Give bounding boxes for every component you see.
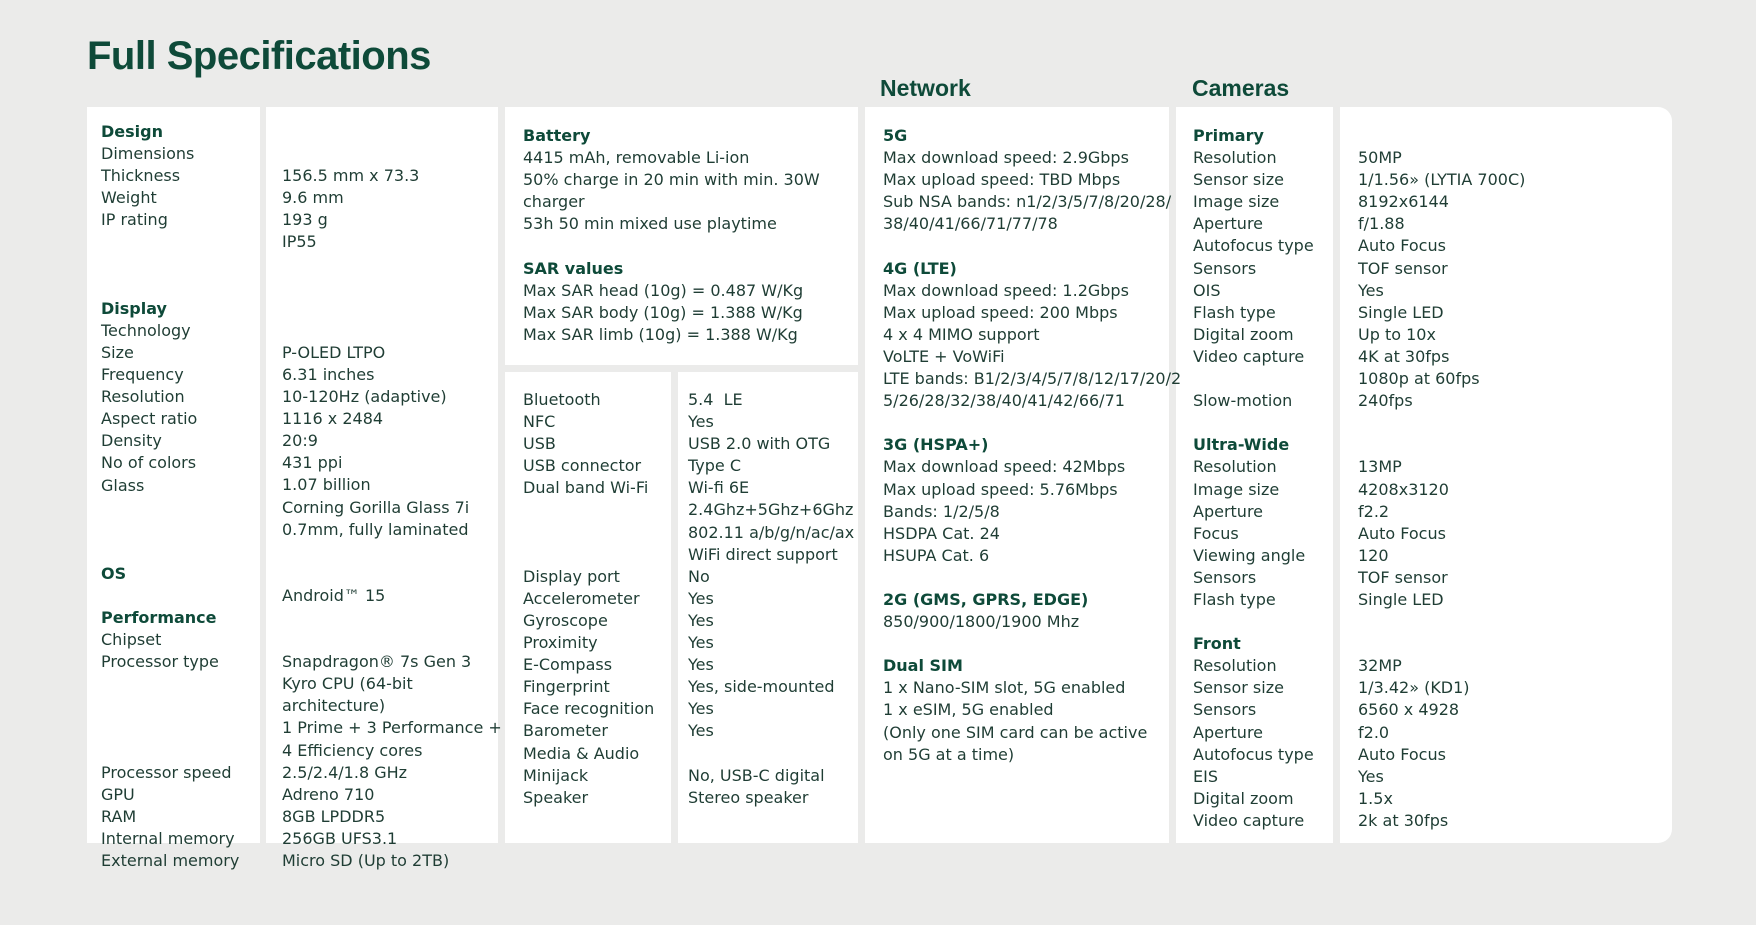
spec-line: Aspect ratio [101,409,198,429]
spec-line: Sensors [1193,567,1257,587]
connectivity-values [688,389,854,809]
spacer [523,499,654,521]
spacer [282,298,502,320]
spec-line: charger [523,192,585,212]
spec-line: f/1.88 [1358,214,1405,234]
spec-line: Dual band Wi-Fi [523,478,649,498]
spacer [1358,434,1525,456]
spec-line: Yes [1358,280,1384,300]
spec-line: Density [101,431,162,451]
spacer [688,743,854,765]
spacer [101,231,239,253]
spec-line: Processor type [101,652,219,672]
spec-group-heading: 5G [883,126,908,145]
spec-line: Slow-motion [1193,391,1293,411]
spec-line: Processor speed [101,762,232,782]
spec-line: 2.5/2.4/1.8 GHz [282,762,408,782]
spec-line: 1116 x 2484 [282,409,384,429]
spec-line: 1 x Nano-SIM slot, 5G enabled [883,678,1126,698]
spec-line: 50% charge in 20 min with min. 30W [523,170,820,190]
spec-line: Resolution [1193,457,1277,477]
spacer [282,143,502,165]
spacer [282,629,502,651]
spec-line: Yes [688,610,714,630]
design-display-values [282,143,502,872]
spec-line: No of colors [101,453,197,473]
spec-line: Sub NSA bands: n1/2/3/5/7/8/20/28/ [883,192,1172,212]
spec-line: Dimensions [101,144,195,164]
spec-line: USB connector [523,456,642,476]
spec-line: 13MP [1358,457,1402,477]
spacer [101,497,239,519]
spec-group-heading: Battery [523,126,591,145]
spec-line: f2.0 [1358,722,1390,742]
spec-group-heading: 4G (LTE) [883,258,957,278]
spec-line: 240fps [1358,391,1413,411]
spec-line: Max upload speed: 200 Mbps [883,302,1118,322]
spacer [883,412,1181,434]
spec-line: E-Compass [523,655,613,675]
spacer [101,718,239,740]
spacer [1193,611,1314,633]
spec-line: Yes [1358,766,1384,786]
spec-line: Video capture [1193,346,1305,366]
spec-line: Resolution [1193,148,1277,168]
spec-line: GPU [101,784,135,804]
spec-line: Speaker [523,787,589,807]
spec-line: Flash type [1193,589,1276,609]
spec-line: 6560 x 4928 [1358,700,1460,720]
spec-line: Viewing angle [1193,545,1306,565]
spacer [282,607,502,629]
spacer [883,567,1181,589]
spec-group-heading: Design [101,122,163,141]
spec-line: Up to 10x [1358,324,1436,344]
spec-line: Media & Audio [523,743,640,763]
cameras-heading: Cameras [1192,75,1290,101]
spacer [1193,368,1314,390]
spacer [101,519,239,541]
spacer [282,253,502,275]
spec-line: Barometer [523,721,608,741]
spacer [523,544,654,566]
spec-line: WiFi direct support [688,544,838,564]
spec-group-heading: 3G (HSPA+) [883,435,989,455]
spec-line: Chipset [101,630,162,650]
spec-line: Yes [688,699,714,719]
spec-line: USB 2.0 with OTG [688,434,831,454]
spec-line: Fingerprint [523,677,610,697]
spec-line: Max SAR body (10g) = 1.388 W/Kg [523,302,803,322]
spec-line: Weight [101,188,157,208]
spec-line: Single LED [1358,302,1444,322]
spec-line: Auto Focus [1358,523,1446,543]
spec-line: Sensor size [1193,170,1284,190]
spec-line: 5/26/28/32/38/40/41/42/66/71 [883,391,1125,411]
spec-line: HSUPA Cat. 6 [883,545,990,565]
spec-line: P-OLED LTPO [282,342,386,362]
battery-sar-list [523,125,820,346]
spec-line: 10-120Hz (adaptive) [282,387,447,407]
spec-line: 802.11 a/b/g/n/ac/ax [688,522,855,542]
spec-line: Yes [688,633,714,653]
spec-group-heading: OS [101,563,127,583]
spec-line: Single LED [1358,589,1444,609]
spec-line: Yes [688,412,714,432]
spacer [1358,125,1525,147]
spec-line: 5.4 LE [688,390,743,409]
spec-line: 1/3.42» (KD1) [1358,678,1470,698]
spacer [101,695,239,717]
connectivity-labels [523,389,654,809]
spec-line: HSDPA Cat. 24 [883,523,1000,543]
spec-line: f2.2 [1358,501,1390,521]
spec-line: Glass [101,475,145,495]
spec-line: 2.4Ghz+5Ghz+6Ghz [688,500,854,520]
spec-line: 4 x 4 MIMO support [883,324,1040,344]
spec-line: Yes [688,655,714,675]
spec-line: 1 x eSIM, 5G enabled [883,700,1054,720]
spec-line: Auto Focus [1358,236,1446,256]
spec-line: 120 [1358,545,1389,565]
spec-line: EIS [1193,766,1218,786]
spec-line: LTE bands: B1/2/3/4/5/7/8/12/17/20/2 [883,369,1182,389]
spec-line: Internal memory [101,829,235,848]
spec-line: Technology [101,320,191,340]
spec-line: 156.5 mm x 73.3 [282,166,420,186]
spec-line: Max SAR limb (10g) = 1.388 W/Kg [523,324,798,344]
spec-line: USB [523,434,556,454]
spec-line: architecture) [282,696,386,716]
spec-line: Stereo speaker [688,787,809,807]
spec-line: Aperture [1193,501,1264,521]
spec-line: Gyroscope [523,610,608,630]
spec-line: 20:9 [282,431,318,451]
spacer [282,563,502,585]
spec-line: TOF sensor [1358,258,1448,278]
spec-line: Autofocus type [1193,744,1314,764]
spec-line: Yes [688,588,714,608]
spec-line: Display port [523,566,620,586]
spacer [101,673,239,695]
spec-line: on 5G at a time) [883,744,1015,764]
spec-line: Sensor size [1193,678,1284,698]
spec-line: NFC [523,412,556,432]
spec-line: Type C [688,456,742,476]
spec-line: 53h 50 min mixed use playtime [523,214,777,234]
spec-line: Aperture [1193,722,1264,742]
design-display-labels [101,121,239,872]
spec-line: Size [101,342,134,362]
spec-line: Image size [1193,192,1280,212]
spec-line: Max download speed: 42Mbps [883,457,1126,477]
spec-group-heading: 2G (GMS, GPRS, EDGE) [883,589,1089,609]
spec-line: Resolution [101,387,185,407]
spacer [883,633,1181,655]
spec-line: 2k at 30fps [1358,810,1449,830]
spec-line: TOF sensor [1358,567,1448,587]
spacer [883,235,1181,257]
spec-line: IP rating [101,210,168,230]
spec-line: 38/40/41/66/71/77/78 [883,214,1058,234]
spec-line: Sensors [1193,258,1257,278]
camera-values [1358,125,1525,832]
spec-line: Thickness [101,166,181,186]
spec-line: Flash type [1193,302,1276,322]
spec-line: Yes, side-mounted [688,677,835,697]
spec-line: Max upload speed: TBD Mbps [883,170,1121,190]
spec-group-heading: Primary [1193,126,1264,145]
spec-group-heading: Ultra-Wide [1193,435,1290,455]
spacer [282,276,502,298]
spec-line: Resolution [1193,656,1277,676]
spec-line: Kyro CPU (64-bit [282,674,413,694]
spec-line: Bluetooth [523,390,601,409]
network-list [883,125,1181,766]
spec-line: Snapdragon® 7s Gen 3 [282,652,472,672]
spec-line: 4208x3120 [1358,479,1449,499]
spec-line: Image size [1193,479,1280,499]
spec-line: Max download speed: 1.2Gbps [883,280,1129,300]
spec-line: Face recognition [523,699,655,719]
spacer [282,541,502,563]
spec-line: External memory [101,851,240,871]
spec-line: Digital zoom [1193,324,1294,344]
spec-line: Digital zoom [1193,788,1294,808]
spec-line: VoLTE + VoWiFi [883,346,1005,366]
spec-line: 4 Efficiency cores [282,740,423,760]
spec-line: 32MP [1358,656,1402,676]
spacer [101,740,239,762]
spec-line: Minijack [523,765,589,785]
spec-line: 1.07 billion [282,475,371,495]
spacer [523,235,820,257]
spec-line: Max upload speed: 5.76Mbps [883,479,1118,499]
spec-line: Autofocus type [1193,236,1314,256]
spec-line: Corning Gorilla Glass 7i [282,497,470,517]
spec-line: OIS [1193,280,1221,300]
spec-line: RAM [101,806,137,826]
spacer [1193,412,1314,434]
spec-line: 850/900/1800/1900 Mhz [883,612,1080,632]
spacer [523,522,654,544]
spec-line: 6.31 inches [282,364,375,384]
spec-line: 1.5x [1358,788,1393,808]
spec-line: No, USB-C digital [688,765,825,785]
camera-labels [1193,125,1314,832]
spec-line: No [688,566,710,586]
spacer [101,254,239,276]
spec-line: 8GB LPDDR5 [282,806,386,826]
spacer [1358,412,1525,434]
spec-group-heading: Performance [101,608,217,628]
spec-line: Micro SD (Up to 2TB) [282,851,450,870]
spec-group-heading: Display [101,298,167,318]
spec-line: 193 g [282,210,328,230]
spec-line: Sensors [1193,700,1257,720]
spec-line: 1080p at 60fps [1358,369,1480,389]
spec-line: Auto Focus [1358,744,1446,764]
spec-line: 4415 mAh, removable Li-ion [523,148,750,168]
spec-line: IP55 [282,232,317,252]
spec-line: Accelerometer [523,588,640,608]
spacer [282,320,502,342]
spec-line: 431 ppi [282,453,343,473]
page-title: Full Specifications [87,34,431,78]
network-heading: Network [880,75,971,101]
spec-line: Max SAR head (10g) = 0.487 W/Kg [523,280,804,300]
spec-line: Bands: 1/2/5/8 [883,501,1000,521]
spacer [101,585,239,607]
spec-line: Wi-fi 6E [688,478,750,498]
spec-line: 8192x6144 [1358,192,1449,212]
spec-group-heading: Dual SIM [883,656,963,676]
spec-line: Adreno 710 [282,784,375,804]
spec-line: Focus [1193,523,1239,543]
spec-line: 1/1.56» (LYTIA 700C) [1358,170,1526,190]
spec-line: Proximity [523,633,598,653]
spec-line: Yes [688,721,714,741]
spec-line: 9.6 mm [282,188,344,208]
spec-line: Video capture [1193,810,1305,830]
spec-group-heading: SAR values [523,258,624,278]
spec-group-heading: Front [1193,634,1241,654]
spec-line: 4K at 30fps [1358,346,1450,366]
spec-line: 256GB UFS3.1 [282,828,398,848]
spec-line: 50MP [1358,148,1402,168]
spacer [1358,633,1525,655]
spacer [101,541,239,563]
spec-line: Android™ 15 [282,585,386,605]
spec-line: Aperture [1193,214,1264,234]
spec-line: Max download speed: 2.9Gbps [883,148,1129,168]
spec-line: (Only one SIM card can be active [883,722,1148,742]
spec-line: Frequency [101,365,184,385]
spec-line: 0.7mm, fully laminated [282,519,469,539]
spacer [101,276,239,298]
spec-line: 1 Prime + 3 Performance + [282,718,502,738]
spacer [1358,611,1525,633]
